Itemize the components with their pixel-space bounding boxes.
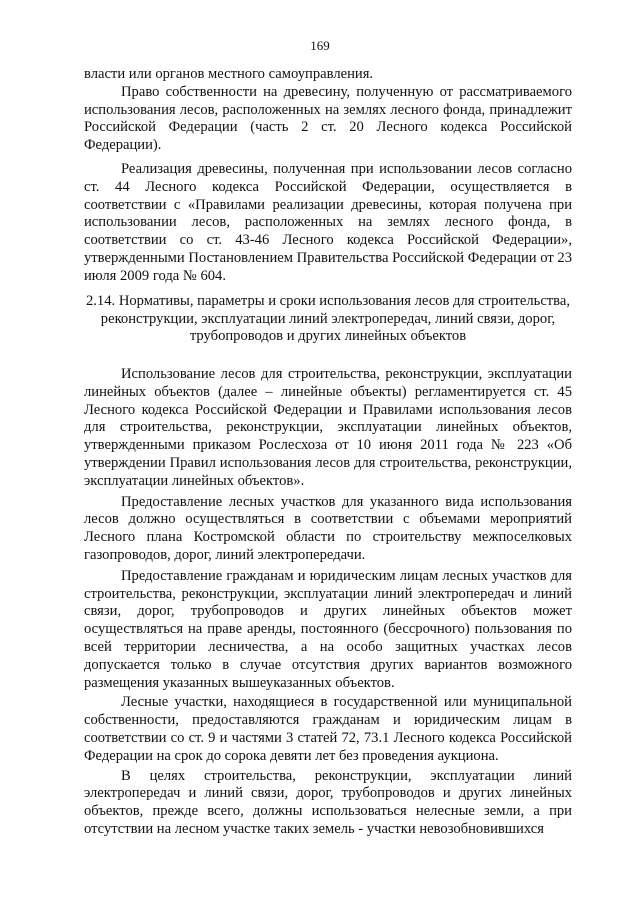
- paragraph-continuation: власти или органов местного самоуправления.: [84, 66, 374, 82]
- text-block-main: [84, 366, 572, 839]
- paragraph-state-lands: Лесные участки, находящиеся в государственной или муниципальной собственности, предоставляются гражданам и юридическим лицам в соответствии со ст. 9 и частями 3 статей 72, 73.1 Лесного кодекса Российской Федерации на срок до сорока девяти лет без проведения аукциона.: [84, 694, 572, 764]
- paragraph-wood-sales: Реализация древесины, полученная при использовании лесов согласно ст. 44 Лесного кодекса Российской Федерации, осуществляется в соответствии с «Правилами реализации древесины, которая получена при использовании лесов, расположенных на землях лесного фонда, в соответствии со ст. 43-46 Лесного кодекса Российской Федерации», утвержденными Постановлением Правительства Российской Федерации от 23 июля 2009 года № 604.: [84, 160, 572, 284]
- paragraph-lease: Предоставление гражданам и юридическим лицам лесных участков для строительства, реконструкции, эксплуатации линий электропередач и линий связи, дорог, трубопроводов и других линейных объектов может осуществляться на праве аренды, постоянного (бессрочного) пользования по всей территории лесничества, а на особо защитных участках лесов допускается только в случае отсутствия других вариантов возможного размещения указанных вышеуказанных объектов.: [84, 567, 572, 691]
- section-heading: 2.14. Нормативы, параметры и сроки использования лесов для строительства, реконструкции, эксплуатации линий электропередач, линий связи, дорог, трубопроводов и других линейных объектов: [85, 293, 570, 345]
- paragraph-non-forest-lands: В целях строительства, реконструкции, эксплуатации линий электропередач и линий связи, дорог, трубопроводов и других линейных объектов, прежде всего, должны использоваться нелесные земли, а при отсутствии на лесном участке таких земель - участки невозобновившихся: [84, 767, 572, 837]
- paragraph-regulation: Использование лесов для строительства, реконструкции, эксплуатации линейных объектов (далее – линейные объекты) регламентируется ст. 45 Лесного кодекса Российской Федерации и Правилами использования лесов для строительства, реконструкции, эксплуатации линейных объектов, утвержденными приказом Рослесхоза от 10 июня 2011 года № 223 «Об утверждении Правил использования лесов для строительства, реконструкции, эксплуатации линейных объектов».: [84, 366, 572, 489]
- paragraph-allocation: Предоставление лесных участков для указанного вида использования лесов должно осуществляться в соответствии с объемами мероприятий Лесного плана Костромской области по строительству межпоселковых газопроводов, дорог, линий электропередачи.: [84, 493, 572, 563]
- paragraph-ownership: Право собственности на древесину, полученную от рассматриваемого использования лесов, расположенных на землях лесного фонда, принадлежит Российской Федерации (часть 2 ст. 20 Лесного кодекса Российской Федерации).: [84, 83, 572, 154]
- page-number: 169: [310, 38, 330, 53]
- text-block-top: [84, 66, 572, 286]
